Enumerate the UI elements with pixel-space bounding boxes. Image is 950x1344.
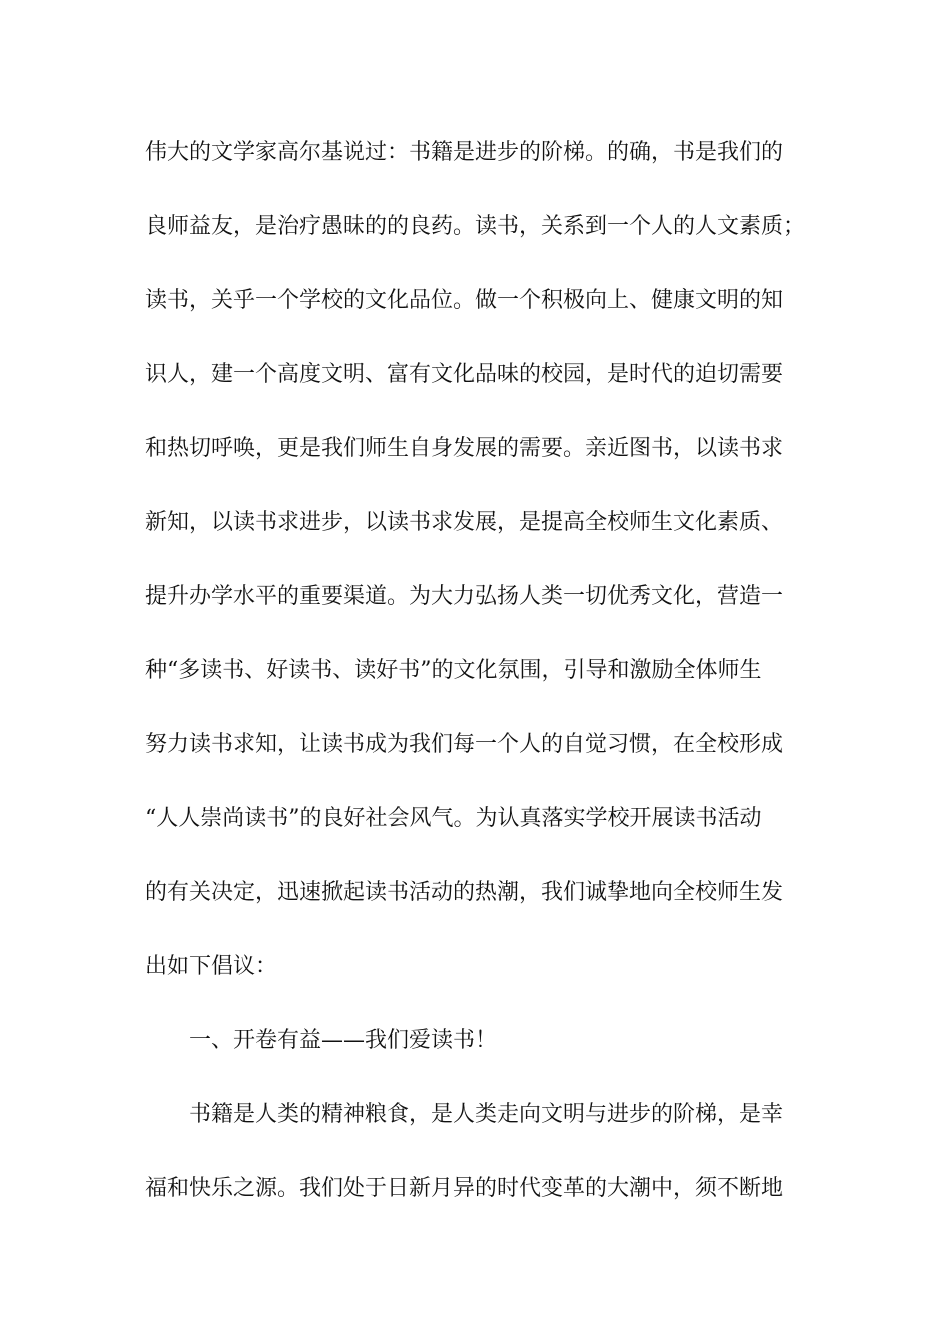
body-text xyxy=(145,128,815,1238)
text-line: 福和快乐之源。我们处于日新月异的时代变革的大潮中，须不断地 xyxy=(145,1176,784,1201)
text-line: 伟大的文学家高尔基说过：书籍是进步的阶梯。的确，书是我们的 xyxy=(145,140,784,165)
text-line: 和热切呼唤，更是我们师生自身发展的需要。亲近图书，以读书求 xyxy=(145,436,784,461)
text-line: 出如下倡议： xyxy=(145,954,278,979)
text-line: 种“多读书、好读书、读好书”的文化氛围，引导和激励全体师生 xyxy=(145,658,762,683)
text-line: 新知，以读书求进步，以读书求发展，是提高全校师生文化素质、 xyxy=(145,510,784,535)
text-line: 识人，建一个高度文明、富有文化品味的校园，是时代的迫切需要 xyxy=(145,362,784,387)
text-line: 努力读书求知，让读书成为我们每一个人的自觉习惯，在全校形成 xyxy=(145,732,784,757)
text-line: 书籍是人类的精神粮食，是人类走向文明与进步的阶梯，是幸 xyxy=(189,1102,784,1127)
text-line: 良师益友，是治疗愚昧的的良药。读书，关系到一个人的人文素质； xyxy=(145,214,806,239)
text-line: 的有关决定，迅速掀起读书活动的热潮，我们诚挚地向全校师生发 xyxy=(145,880,784,905)
section-heading: 一、开卷有益——我们爱读书！ xyxy=(189,1028,498,1053)
text-line: 提升办学水平的重要渠道。为大力弘扬人类一切优秀文化，营造一 xyxy=(145,584,784,609)
text-line: 读书，关乎一个学校的文化品位。做一个积极向上、健康文明的知 xyxy=(145,288,784,313)
text-line: “人人崇尚读书”的良好社会风气。为认真落实学校开展读书活动 xyxy=(145,806,762,831)
